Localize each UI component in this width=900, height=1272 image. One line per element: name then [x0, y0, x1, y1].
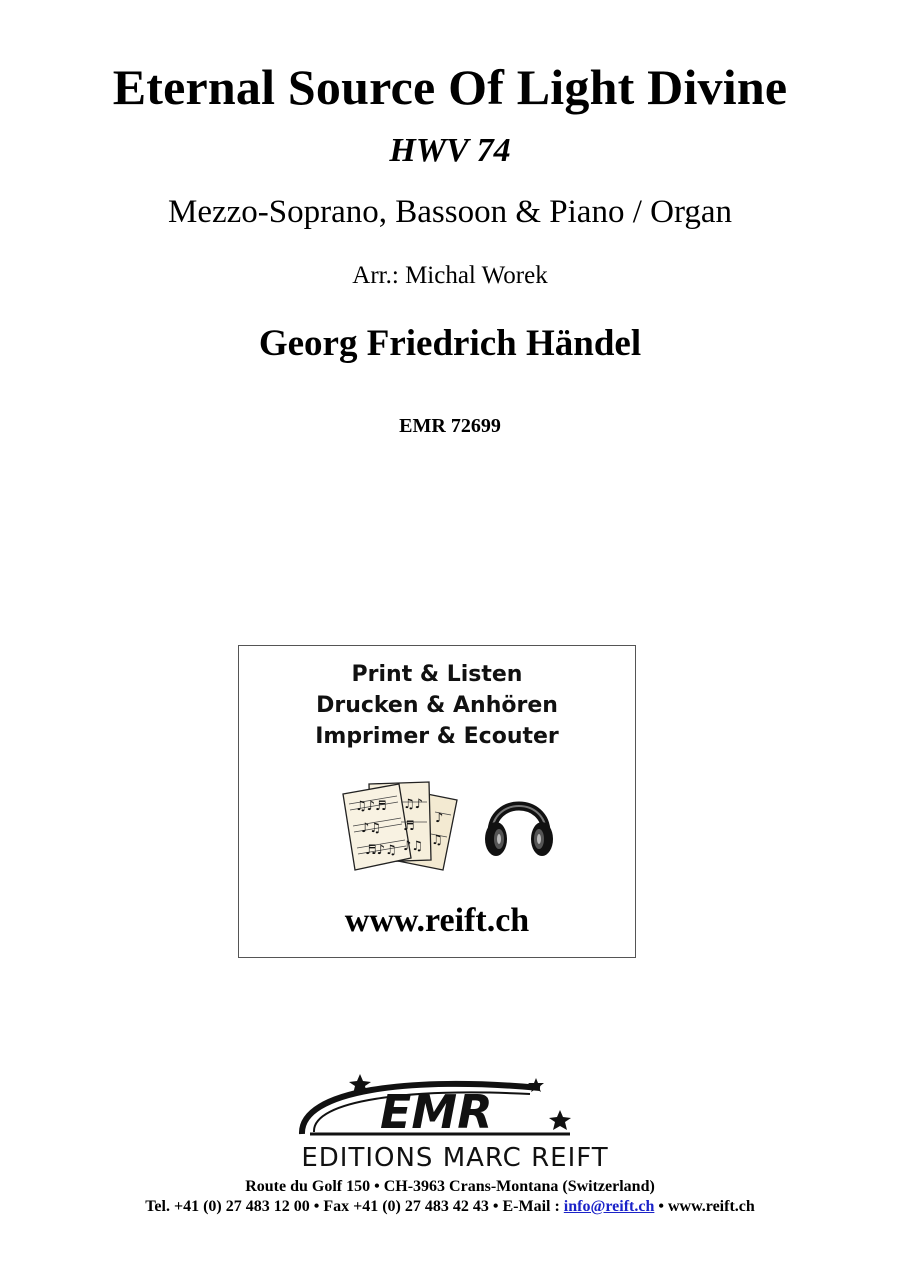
publisher-contact [0, 1198, 900, 1216]
promo-line-print-listen: Print & Listen [351, 662, 523, 687]
svg-text:♬: ♬ [403, 819, 415, 834]
svg-text:♪♫: ♪♫ [403, 839, 423, 854]
edition-number: EMR 72699 [399, 415, 501, 437]
svg-text:♪♫: ♪♫ [361, 821, 381, 836]
svg-text:♫: ♫ [431, 833, 443, 848]
contact-website[interactable]: • www.reift.ch [654, 1198, 755, 1215]
catalog-number: HWV 74 [389, 132, 511, 169]
headphones-icon [484, 783, 554, 865]
contact-phone-fax: Tel. +41 (0) 27 483 12 00 • Fax +41 (0) 27 483 42 43 • E-Mail : [145, 1198, 564, 1215]
svg-text:♫♪♬: ♫♪♬ [355, 799, 387, 814]
sheet-music-icon [339, 778, 469, 873]
svg-text:♬♪♫: ♬♪♫ [365, 843, 397, 858]
promo-line-drucken-anhoeren: Drucken & Anhören [316, 693, 558, 718]
arranger: Arr.: Michal Worek [352, 262, 548, 289]
page-title: Eternal Source Of Light Divine [112, 59, 788, 115]
instrumentation: Mezzo-Soprano, Bassoon & Piano / Organ [168, 194, 732, 230]
promo-url[interactable]: www.reift.ch [344, 902, 530, 939]
promo-line-imprimer-ecouter: Imprimer & Ecouter [315, 724, 559, 749]
svg-text:EDITIONS MARC REIFT: EDITIONS MARC REIFT [301, 1143, 609, 1170]
emr-logo [240, 1070, 670, 1170]
email-link[interactable]: info@reift.ch [563, 1198, 655, 1215]
composer: Georg Friedrich Händel [258, 323, 642, 364]
svg-text:EMR: EMR [380, 1085, 493, 1139]
svg-text:♫♪: ♫♪ [403, 797, 423, 812]
print-listen-box [238, 645, 636, 958]
publisher-address: Route du Golf 150 • CH-3963 Crans-Montana (Switzerland) [245, 1178, 655, 1195]
svg-text:♪: ♪ [435, 811, 444, 826]
